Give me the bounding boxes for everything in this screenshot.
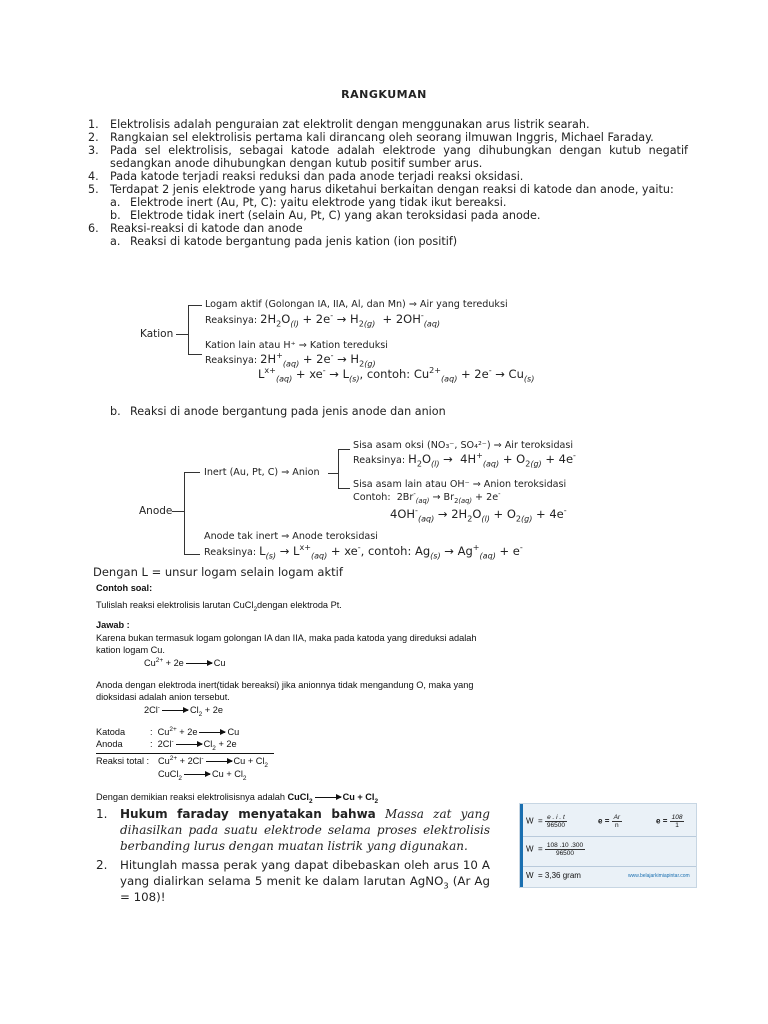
faraday-law-title: Hukum faraday menyatakan bahwa <box>120 807 376 821</box>
answer-paragraph-2b: dioksidasi adalah anion tersebut. <box>96 692 230 702</box>
anoda-reaction: : 2Cl- $Cl_2 + 2e$ <box>150 737 237 752</box>
total-reaction-1: $Cu^{2+} + 2Cl^-$ $Cu + Cl_2$ <box>158 754 269 769</box>
answer-paragraph-2a: Anoda dengan elektroda inert(tidak bereaksi) jika anionnya tidak mengandung O, maka yang <box>96 680 474 690</box>
list-item: 4. Pada katode terjadi reaksi reduksi dan pada anode terjadi reaksi oksidasi. <box>88 170 524 183</box>
total-reaction-2: CuCl$_2$ $Cu + Cl_2$ <box>158 769 247 782</box>
cation-reaction-2: Reaksinya: $2H^+_{(aq)} + 2e^- \to H_{2(g)}$ <box>205 351 376 369</box>
other-acid-label: Sisa asam lain atau OH⁻ ⇒ Anion teroksidasi <box>353 479 567 490</box>
list-item: 1. Elektrolisis adalah penguraian zat elektrolit dengan menggunakan arus listrik searah. <box>88 118 590 131</box>
anion-reaction-4: Reaksinya: $L_{(s)} \to L^{x+}_{(aq)} + xe^-$, contoh: $Ag_{(s)} \to Ag^+_{(aq)} + e^-$ <box>204 543 523 561</box>
calc-source-site: www.belajarkimiapintar.com <box>628 873 690 879</box>
other-cation-label: Kation lain atau H⁺ ⇒ Kation tereduksi <box>205 340 388 351</box>
cation-reaction-3: $L^{x+}_{(aq)} + xe^- \to L_{(s)}$, contoh: $Cu^{2+}_{(aq)} + 2e^- \to Cu_{(s)}$ <box>258 366 535 384</box>
sub-list-item: b. Elektrode tidak inert (selain Au, Pt, C) yang akan teroksidasi pada anode. <box>110 209 541 222</box>
list-item: 3. Pada sel elektrolisis, sebagai katode adalah elektrode yang dihubungkan dengan kutub negatif sedangkan anode dihubungkan dengan kutub positif sumber arus. <box>88 144 688 170</box>
faraday-section <box>96 806 490 905</box>
example-conclusion: Dengan demikian reaksi elektrolisisnya adalah CuCl$_2$ $Cu + Cl_2$ <box>96 792 379 805</box>
list-item: 2. Hitunglah massa perak yang dapat dibebaskan oleh arus 10 A yang dialirkan selama 5 menit ke dalam larutan AgNO$_3$ (Ar Ag = 108)! <box>96 858 490 904</box>
answer-paragraph-1b: kation logam Cu. <box>96 645 165 655</box>
total-label: Reaksi total : <box>96 756 150 766</box>
summary-list <box>88 118 688 248</box>
anode-root-label: Anode <box>139 505 173 517</box>
active-metal-label: Logam aktif (Golongan IA, IIA, Al, dan Mn) ⇒ Air yang tereduksi <box>205 299 508 310</box>
inert-anode-label: Inert (Au, Pt, C) ⇒ Anion <box>204 467 320 478</box>
list-item: 6. Reaksi-reaksi di katode dan anode <box>88 222 303 235</box>
page-title: RANGKUMAN <box>341 88 427 101</box>
cation-reaction-1: Reaksinya: $2H_2O_{(l)} + 2e^- \to H_{2(g)} + 2OH^-_{(aq)}$ <box>205 311 441 329</box>
katoda-label: Katoda <box>96 727 126 737</box>
calculation-image: W = $\frac{e . i . t}{96500}$ e = $\frac{Ar}{n}$ e = $\frac{108}{1}$ W = $\frac{108 .10 .300}{96500}$ W = 3,36 gram www.belajarkimiapintar.com <box>519 803 697 888</box>
calc-row-1: W = $\frac{e . i . t}{96500}$ <box>526 814 565 829</box>
non-inert-anode-label: Anode tak inert ⇒ Anode teroksidasi <box>204 531 378 542</box>
sub-list-item: b. Reaksi di anode bergantung pada jenis anode dan anion <box>110 405 446 418</box>
cation-root-label: Kation <box>140 328 174 340</box>
sub-list-item: a. Elektrode inert (Au, Pt, C): yaitu elektrode yang tidak ikut bereaksi. <box>110 196 507 209</box>
anion-reaction-2: Contoh: $2Br^-_{(aq)} \to Br_{2(aq)} + 2e^-$ <box>353 489 501 505</box>
anode-half-reaction: 2Cl- $Cl_2 + 2e$ <box>144 703 223 718</box>
note-text: Dengan L = unsur logam selain logam aktif <box>93 565 343 579</box>
katoda-reaction: : $Cu^{2+} + 2e$ Cu <box>150 725 240 737</box>
sub-list-item: a. Reaksi di katode bergantung pada jenis kation (ion positif) <box>110 235 458 248</box>
anoda-label: Anoda <box>96 739 123 749</box>
oxy-acid-label: Sisa asam oksi (NO₃⁻, SO₄²⁻) ⇒ Air teroksidasi <box>353 440 574 451</box>
list-item: 1. Hukum faraday menyatakan bahwa Massa zat yang dihasilkan pada suatu elektrode selama proses elektrolisis berbanding lurus dengan muatan listrik yang digunakan. <box>96 807 490 853</box>
faraday-law-statement: Massa zat yang dihasilkan pada suatu elektrode selama proses elektrolisis berbanding lurus dengan muatan listrik yang digunakan. <box>120 807 490 853</box>
calc-result: W = 3,36 gram <box>526 871 581 880</box>
answer-label: Jawab : <box>96 620 130 630</box>
calc-row-2: W = $\frac{108 .10 .300}{96500}$ <box>526 842 584 857</box>
example-heading: Contoh soal: <box>96 583 153 593</box>
list-item: 5. Terdapat 2 jenis elektrode yang harus diketahui berkaitan dengan reaksi di katode dan anode, yaitu: <box>88 183 674 196</box>
anion-reaction-3: $4OH^-_{(aq)} \to 2H_2O_{(l)} + O_{2(g)} + 4e^-$ <box>390 506 567 524</box>
anion-reaction-1: Reaksinya: $H_2O_{(l)} \to 4H^+_{(aq)} + O_{2(g)} + 4e^-$ <box>353 451 576 469</box>
cathode-half-reaction: $Cu^{2+} + 2e$ Cu <box>144 656 226 668</box>
answer-paragraph-1a: Karena bukan termasuk logam golongan IA dan IIA, maka pada katoda yang direduksi adalah <box>96 633 477 643</box>
list-item: 2. Rangkaian sel elektrolisis pertama kali dirancang oleh seorang ilmuwan Inggris, Michael Faraday. <box>88 131 654 144</box>
example-question: Tulislah reaksi elektrolisis larutan CuCl$_2$dengan elektroda Pt. <box>96 600 342 613</box>
